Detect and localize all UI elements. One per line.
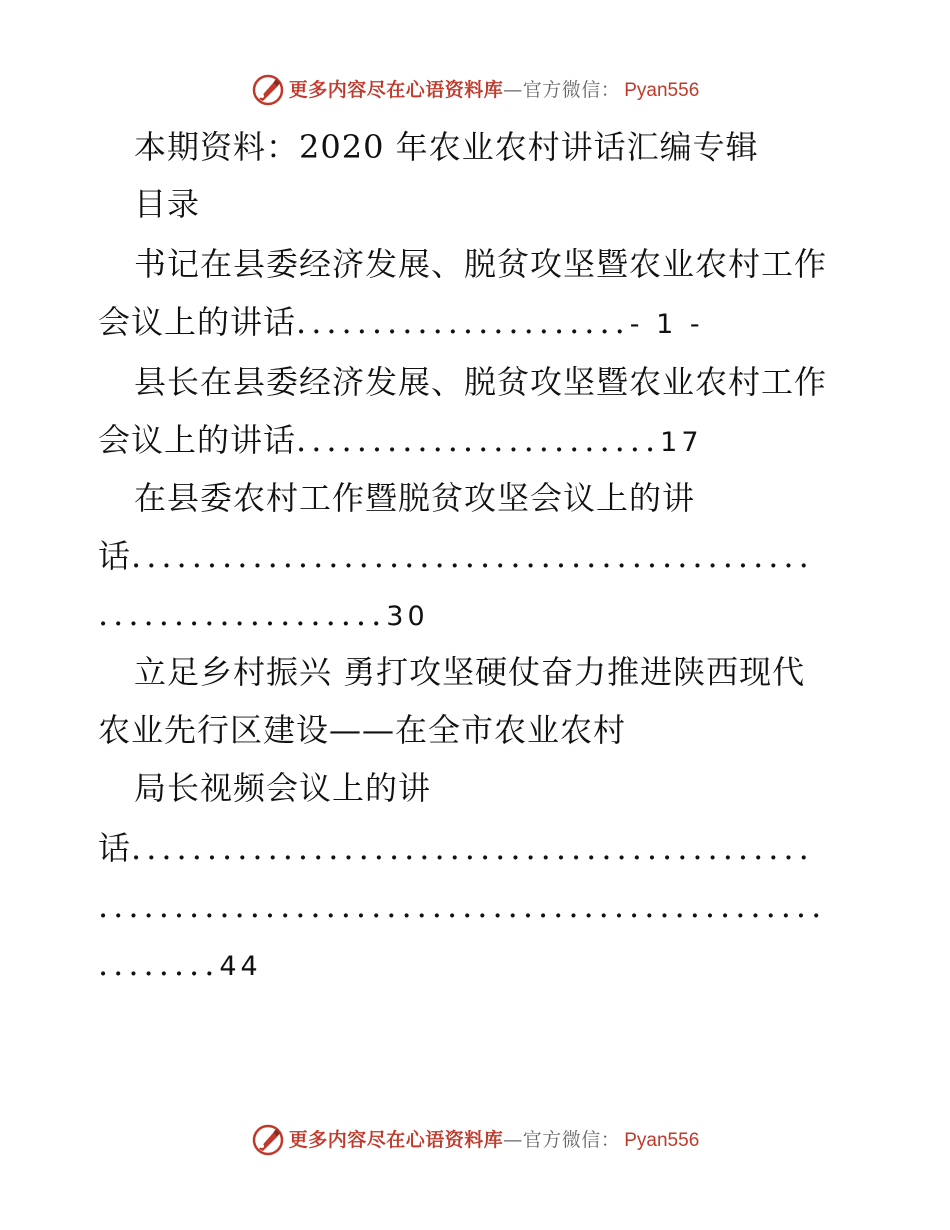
banner-separator-text: —官方微信：	[503, 78, 621, 101]
toc-entry-4-page: 44	[219, 951, 262, 982]
toc-entry-4-dots-line3: ........	[98, 945, 220, 983]
toc-entry-4-line6[interactable]	[98, 944, 262, 984]
toc-entry-4-title-line4: 话	[98, 829, 132, 867]
header-banner	[0, 70, 950, 110]
document-title: 本期资料：2020 年农业农村讲话汇编专辑	[134, 128, 759, 166]
toc-entry-4-title-line2[interactable]: 农业先行区建设——在全市农业农村	[98, 711, 627, 749]
footer-banner	[0, 1120, 950, 1160]
toc-entry-2-title-line2: 会议上的讲话	[98, 421, 297, 459]
toc-entry-4-line5[interactable]	[98, 886, 826, 926]
toc-entry-2-dots: ........................	[296, 421, 661, 459]
toc-entry-1-title-line1[interactable]: 书记在县委经济发展、脱贫攻坚暨农业农村工作	[134, 245, 828, 283]
toc-entry-3-title-line2: 话	[98, 537, 132, 575]
toc-entry-3-page: 30	[386, 601, 429, 632]
toc-entry-1-title-line2: 会议上的讲话	[98, 303, 297, 341]
banner-separator-text: —官方微信：	[503, 1128, 621, 1151]
toc-entry-3-line2[interactable]	[98, 536, 814, 576]
banner-wechat-id: Pyan556	[624, 79, 700, 101]
toc-entry-3-dots-line2: ...................	[98, 595, 387, 633]
toc-entry-4-title-line3[interactable]: 局长视频会议上的讲	[134, 769, 432, 807]
toc-entry-4-title-line1[interactable]: 立足乡村振兴 勇打攻坚硬仗奋力推进陕西现代	[134, 653, 806, 691]
banner-wechat-id: Pyan556	[624, 1129, 700, 1151]
toc-entry-2-title-line1[interactable]: 县长在县委经济发展、脱贫攻坚暨农业农村工作	[134, 363, 828, 401]
toc-heading: 目录	[134, 185, 201, 223]
toc-entry-2-page: 17	[660, 427, 703, 458]
toc-entry-1-page: - 1 -	[629, 309, 704, 340]
toc-entry-2-line2[interactable]	[98, 420, 703, 460]
toc-entry-4-dots-line1: .............................................	[131, 829, 814, 867]
toc-entry-1-dots: ......................	[296, 303, 630, 341]
toc-entry-3-line3[interactable]	[98, 594, 429, 634]
toc-entry-1-line2[interactable]	[98, 302, 704, 342]
toc-entry-4-dots-line2: ................................................	[98, 887, 827, 925]
toc-entry-3-title-line1[interactable]: 在县委农村工作暨脱贫攻坚会议上的讲	[134, 479, 696, 517]
banner-main-text: 更多内容尽在心语资料库	[288, 78, 504, 101]
pen-logo-icon	[251, 73, 285, 107]
toc-entry-3-dots-line1: .............................................	[131, 537, 814, 575]
pen-logo-icon	[251, 1123, 285, 1157]
banner-main-text: 更多内容尽在心语资料库	[288, 1128, 504, 1151]
toc-entry-4-line4[interactable]	[98, 828, 814, 868]
